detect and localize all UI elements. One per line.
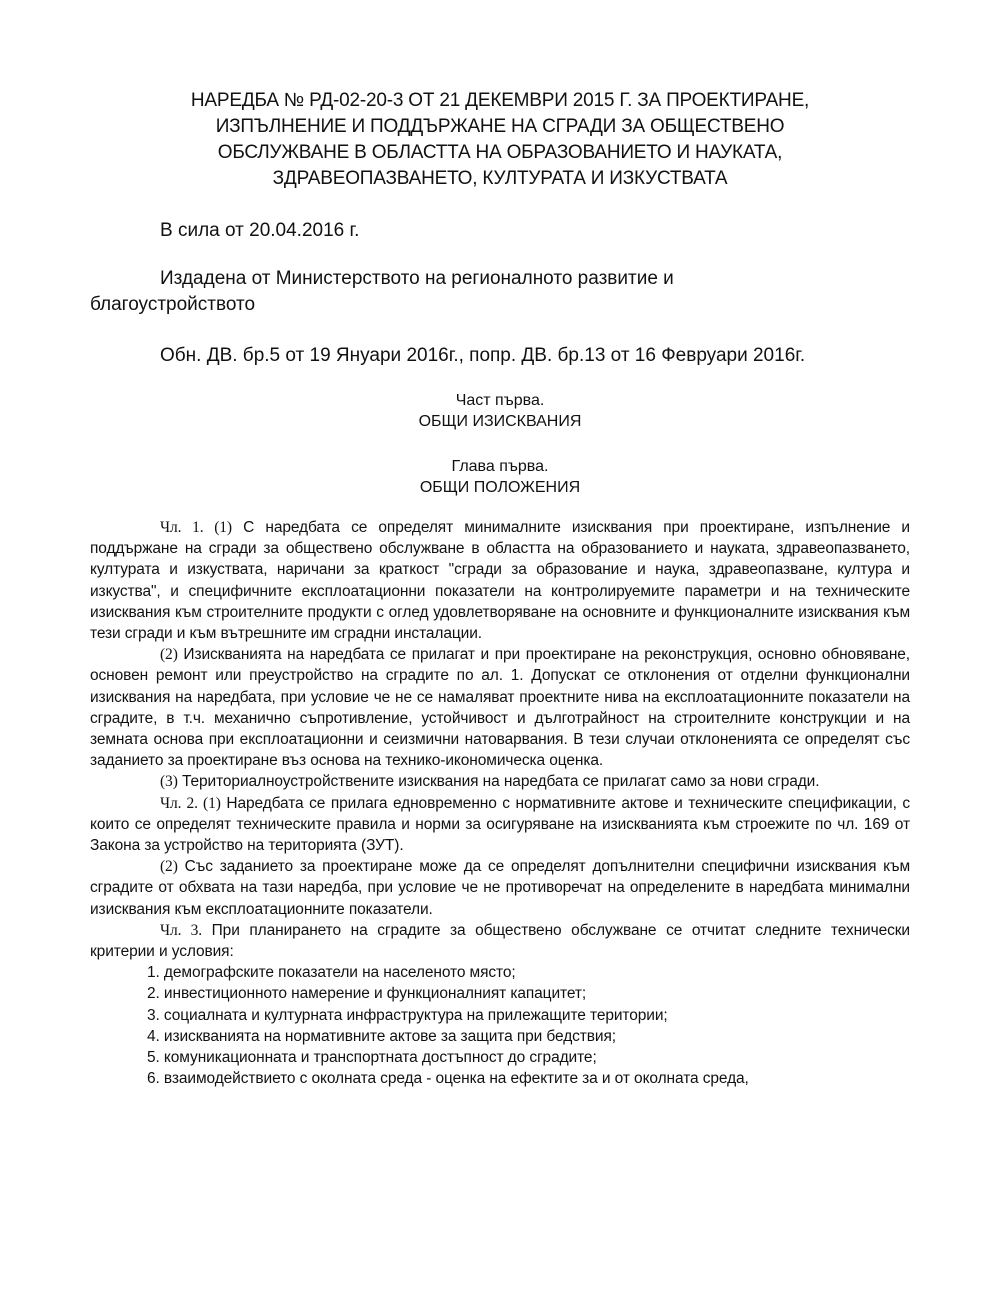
- title-line: ЗДРАВЕОПАЗВАНЕТО, КУЛТУРАТА И ИЗКУСТВАТА: [272, 168, 728, 189]
- chapter-title: ОБЩИ ПОЛОЖЕНИЯ: [419, 479, 581, 496]
- chapter-label: Глава първа.: [451, 458, 549, 475]
- issued-by: [90, 266, 910, 318]
- paragraph-text: При планирането на сградите за обществено обслужване се отчитат следните технически критерии и условия:: [90, 921, 910, 961]
- paragraph-number: (2): [160, 646, 178, 664]
- list-item: 6. взаимодействието с околната среда - оценка на ефектите за и от околната среда,: [147, 1070, 749, 1088]
- paragraph-text: Териториалноустройствените изисквания на наредбата се прилагат само за нови сгради.: [177, 773, 820, 791]
- document-title: [90, 88, 910, 192]
- paragraph-number: (2): [160, 858, 178, 876]
- list-item: 2. инвестиционното намерение и функционалният капацитет;: [147, 985, 587, 1003]
- title-line: ОБСЛУЖВАНЕ В ОБЛАСТТА НА ОБРАЗОВАНИЕТО И НАУКАТА,: [217, 142, 783, 163]
- part-title: ОБЩИ ИЗИСКВАНИЯ: [418, 413, 582, 430]
- list-item: 3. социалната и културната инфраструктура на прилежащите територии;: [147, 1006, 668, 1024]
- paragraph-text: Изискванията на наредбата се прилагат и при проектиране на реконструкция, основно обновяване, основен ремонт или преустройство на сградите по ал. 1. Допускат се отклонения от отделни функционални изисквания на наредбата, при условие че не се намаляват проектните нива на експлоатационните показатели на сградите, в т.ч. механично съпротивление, устойчивост и дълготрайност на строителните конструкции и на земната основа при експлоатационни и сеизмични натоварвания. В тези случаи отклоненията се определят със заданието за проектиране въз основа на технико-икономическа оценка.: [90, 646, 910, 770]
- issued-by-line: Издадена от Министерството на регионалното развитие и: [160, 268, 674, 289]
- part-label: Част първа.: [455, 392, 545, 409]
- article-1-paragraph-3: [90, 771, 910, 792]
- article-1-paragraph-1: [90, 517, 910, 644]
- article-2-paragraph-1: [90, 793, 910, 857]
- document-body: [90, 517, 910, 1089]
- gazette-publication: [90, 343, 910, 369]
- issued-by-line: благоустройството: [90, 294, 256, 315]
- paragraph-number: (3): [160, 773, 178, 791]
- title-line: ИЗПЪЛНЕНИЕ И ПОДДЪРЖАНЕ НА СГРАДИ ЗА ОБЩЕСТВЕНО: [215, 116, 785, 137]
- title-line: НАРЕДБА № РД-02-20-3 ОТ 21 ДЕКЕМВРИ 2015 Г. ЗА ПРОЕКТИРАНЕ,: [190, 90, 810, 111]
- list-item: 5. комуникационната и транспортната достъпност до сградите;: [147, 1049, 597, 1067]
- chapter-heading: [90, 456, 910, 498]
- paragraph-text: Наредбата се прилага едновременно с нормативните актове и техническите спецификации, с които се определят техническите правила и норми за осигуряване на изискванията към строежите по чл. 169 от Закона за устройство на територията (ЗУТ).: [90, 794, 911, 855]
- article-number: Чл. 3.: [160, 921, 203, 939]
- article-3: [90, 920, 910, 962]
- paragraph-text: Със заданието за проектиране може да се определят допълнителни специфични изисквания към сградите от обхвата на тази наредба, при условие че не противоречат на определените в наредбата минимални изисквания към експлоатационните показатели.: [90, 858, 910, 918]
- gazette-text: Обн. ДВ. бр.5 от 19 Януари 2016г., попр. ДВ. бр.13 от 16 Февруари 2016г.: [160, 345, 806, 366]
- article-number: Чл. 1. (1): [160, 519, 232, 536]
- list-item: 4. изискванията на нормативните актове за защита при бедствия;: [147, 1027, 616, 1045]
- list-item: 1. демографските показатели на населеното място;: [147, 964, 516, 982]
- paragraph-text: С наредбата се определят минималните изисквания при проектиране, изпълнение и поддържане на сгради за обществено обслужване в областта на образованието и науката, здравеопазването, културата и изкуствата, наричани за краткост "сгради за образование и наука, здравеопазване, култура и изкуства", и специфичните експлоатационни показатели на контролируемите параметри и на техническите изисквания към строителните продукти с оглед удовлетворяване на основните и функционалните изисквания към тези сгради и към вътрешните им сградни инсталации.: [90, 519, 910, 643]
- article-2-paragraph-2: [90, 856, 910, 920]
- in-force-text: В сила от 20.04.2016 г.: [160, 220, 360, 241]
- article-1-paragraph-2: [90, 644, 910, 771]
- in-force-date: [90, 218, 910, 244]
- article-number: Чл. 2. (1): [160, 794, 221, 812]
- part-heading: [90, 390, 910, 432]
